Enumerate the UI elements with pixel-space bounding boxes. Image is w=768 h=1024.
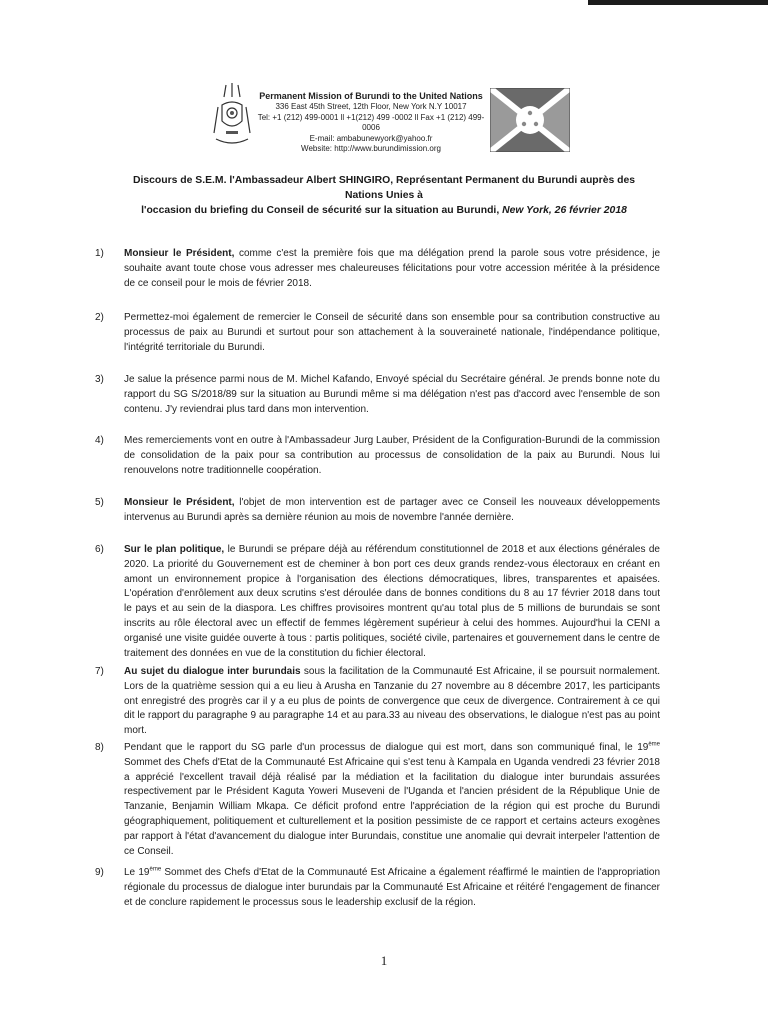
mission-address: 336 East 45th Street, 12th Floor, New York N.Y 10017	[275, 102, 467, 111]
paragraph-body: Permettez-moi également de remercier le Conseil de sécurité dans son ensemble pour sa contribution constructive au processus de paix au Burundi et surtout pour son attachement à la souveraineté nationale, l'indépendance politique, l'intégrité territoriale du Burundi.	[124, 312, 660, 353]
paragraph-body: comme c'est la première fois que ma délégation prend la parole sous votre présidence, je souhaite avant toute chose vous adresser mes chaleureuses félicitations pour votre accession méritée à la présidence de ce conseil pour le mois de février 2018.	[124, 248, 660, 289]
paragraph-6	[95, 543, 660, 661]
paragraph-body: le Burundi se prépare déjà au référendum constitutionnel de 2018 et aux élections générales de 2020. La priorité du Gouvernement est de cheminer à bon port ces deux grands rendez-vous électoraux en créant en amont un environnement propice à l'organisation des élections démocratiques, libres, transparentes et apaisées. L'opération d'enrôlement aux deux scrutins s'est déroulée dans de bonnes conditions du 8 au 17 février 2018 dans tout le pays et au sein de la diaspora. Les chiffres provisoires montrent qu'au total plus de 5 millions de burundais se sont inscrits au rôle électoral avec un effectif de femmes légèrement supérieur à celui des hommes. Aujourd'hui la CENI a organisé une visite guidée ouverte à tous : partis politiques, société civile, partenaires et gouvernement dans le centre de traitement des données en vue de la constitution du fichier électoral.	[124, 544, 660, 659]
coat-of-arms-icon	[212, 83, 252, 153]
paragraph-lead: Monsieur le Président,	[124, 497, 235, 508]
title-line-2	[120, 203, 648, 218]
paragraph-number: 7)	[95, 666, 104, 677]
paragraph-body-start: Le 19	[124, 867, 150, 878]
mission-contact-info	[256, 91, 486, 155]
paragraph-text	[124, 665, 660, 739]
paragraph-text	[124, 741, 660, 859]
paragraph-number: 6)	[95, 544, 104, 555]
paragraph-number: 5)	[95, 497, 104, 508]
paragraph-body: Je salue la présence parmi nous de M. Michel Kafando, Envoyé spécial du Secrétaire général. Je prends bonne note du rapport du SG S/2018/89 sur la situation au Burundi même si ma délégation n'est pas d'accord avec l'ensemble de son contenu. J'y reviendrai plus tard dans mon intervention.	[124, 374, 660, 415]
paragraph-number: 8)	[95, 742, 104, 753]
paragraph-1	[95, 247, 660, 291]
title-date: New York, 26 février 2018	[502, 205, 627, 216]
ordinal-suffix: ème	[648, 741, 660, 748]
paragraph-number: 2)	[95, 312, 104, 323]
paragraph-text	[124, 434, 660, 478]
ordinal-suffix: ème	[149, 866, 162, 873]
paragraph-text	[124, 373, 660, 417]
title-line-2-text: l'occasion du briefing du Conseil de sécurité sur la situation au Burundi,	[141, 205, 500, 216]
paragraph-5	[95, 496, 660, 526]
paragraph-lead: Sur le plan politique,	[124, 544, 225, 555]
paragraph-7	[95, 665, 660, 739]
paragraph-body: l'objet de mon intervention est de partager avec ce Conseil les nouveaux développements intervenus au Burundi après sa dernière réunion au mois de novembre l'année dernière.	[124, 497, 660, 523]
speech-title	[120, 173, 648, 218]
paragraph-4	[95, 434, 660, 478]
paragraph-number: 4)	[95, 435, 104, 446]
paragraph-text	[124, 311, 660, 355]
paragraph-number: 1)	[95, 248, 104, 259]
top-border-rule	[588, 0, 768, 5]
paragraph-3	[95, 373, 660, 417]
page-number: 1	[380, 953, 388, 968]
title-line-1: Discours de S.E.M. l'Ambassadeur Albert SHINGIRO, Représentant Permanent du Burundi auprès des Nations Unies à	[132, 175, 636, 201]
paragraph-text	[124, 543, 660, 661]
mission-phone: Tel: +1 (212) 499-0001 ll +1(212) 499 -0002 ll Fax +1 (212) 499-0006	[257, 112, 485, 133]
mission-email: E-mail: ambabunewyork@yahoo.fr	[309, 133, 433, 143]
mission-name: Permanent Mission of Burundi to the United Nations	[259, 91, 483, 101]
paragraph-text	[124, 496, 660, 526]
paragraph-number: 9)	[95, 867, 104, 878]
paragraph-2	[95, 311, 660, 355]
paragraph-body-end: Sommet des Chefs d'Etat de la Communauté Est Africaine a également réaffirmé le maintien de l'appropriation régionale du processus de dialogue inter burundais par la Communauté Est Africaine et réitéré l'engagement de financer et de conclure rapidement le processus sous le leadership exclusif de la région.	[124, 867, 661, 908]
paragraph-9	[95, 866, 660, 910]
paragraph-body-start: Pendant que le rapport du SG parle d'un processus de dialogue qui est mort, dans son communiqué final, le 19	[124, 742, 649, 753]
paragraph-number: 3)	[95, 374, 104, 385]
burundi-flag-icon	[490, 88, 570, 152]
paragraph-body: sous la facilitation de la Communauté Est Africaine, il se poursuit normalement. Lors de la quatrième session qui a eu lieu à Arusha en Tanzanie du 27 novembre au 8 décembre 2017, les participants ont enregistré des progrès car il y a eu plus de points de convergence que ceux de divergence. Contrairement à ce qui dit le rapport du paragraphe 9 au paragraphe 14 et au para.33 au niveau des observations, le dialogue n'est pas au point mort.	[124, 666, 660, 737]
paragraph-lead: Au sujet du dialogue inter burundais	[124, 666, 301, 677]
paragraph-lead: Monsieur le Président,	[124, 248, 235, 259]
paragraph-text	[124, 247, 660, 291]
paragraph-8	[95, 741, 660, 859]
paragraph-body: Mes remerciements vont en outre à l'Ambassadeur Jurg Lauber, Président de la Configuration-Burundi de la commission de consolidation de la paix pour sa contribution au processus de consolidation de la paix au Burundi. Nous lui renouvelons notre traditionnelle coopération.	[124, 435, 660, 476]
mission-website: Website: http://www.burundimission.org	[301, 144, 441, 154]
paragraph-body-end: Sommet des Chefs d'Etat de la Communauté Est Africaine qui s'est tenu à Kampala en Uganda vendredi 23 février 2018 a apprécié l'excellent travail déjà réalisé par la médiation et la facilitation du dialogue inter burundais assurées respectivement par le Président Kaguta Yoweri Museveni de l'Uganda et l'ancien président de la République Unie de Tanzanie, Benjamin William Mkapa. Ce déficit profond entre l'appréciation de la région qui est proche du Burundi géographiquement, politiquement et culturellement et la position pessimiste de ce rapport et certains acteurs exogènes par rapport à l'état d'avancement du dialogue inter Burundais, constitue une anomalie qui devrait interpeler l'attention de ce Conseil.	[124, 756, 660, 857]
paragraph-text	[124, 866, 660, 910]
